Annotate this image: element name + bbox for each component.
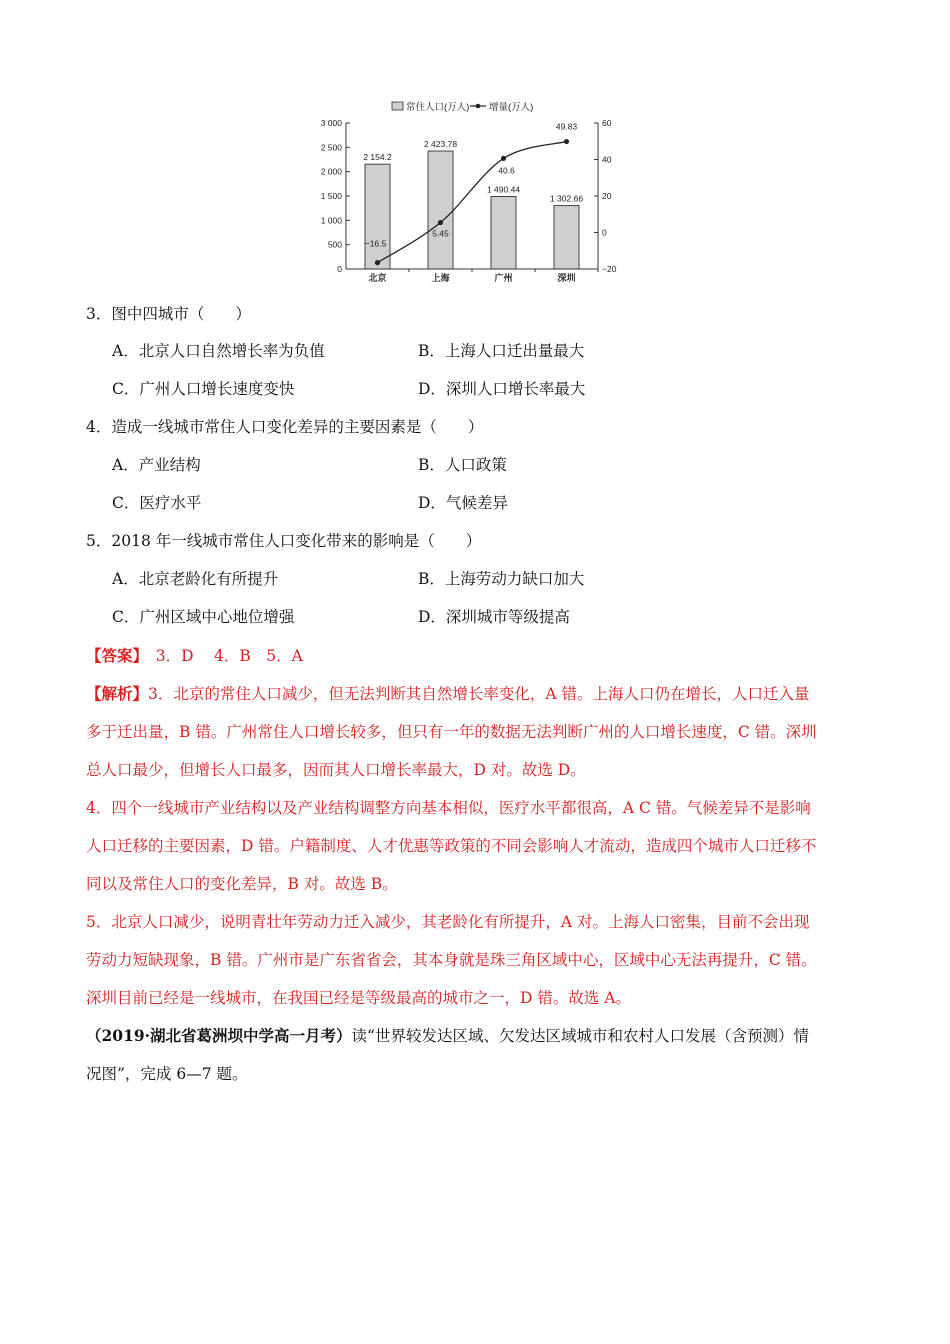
left-axis [321,118,350,274]
right-axis-tick-label: −20 [602,264,617,274]
x-axis-tick-label: 上海 [431,273,450,283]
answer-label: 【答案】 [86,646,141,665]
x-axis [346,269,598,283]
question-4-option-b: B．人口政策 [418,456,507,474]
bar-series [363,139,583,269]
legend-bar-swatch [392,102,403,110]
analysis-line-1 [86,684,810,704]
line-series [365,122,578,266]
analysis-line-6: 同以及常住人口的变化差异，B 对。故选 B。 [86,875,398,893]
right-axis-tick-label: 40 [602,154,612,165]
right-axis-tick-label: 0 [602,227,607,238]
x-axis-tick-label: 北京 [368,273,387,283]
analysis-line-8: 劳动力短缺现象，B 错。广州市是广东省省会，其本身就是珠三角区域中心，区域中心无法再提升，C 错。 [86,951,817,969]
increase-value-label: 5.45 [432,228,449,239]
analysis-line-3: 总人口最少，但增长人口最多，因而其人口增长率最大，D 对。故选 D。 [86,761,586,779]
left-axis-tick-label: 1 000 [320,215,342,226]
left-axis-tick-label: 3 000 [320,118,342,128]
question-3-option-d: D．深圳人口增长率最大 [418,380,586,398]
bar-value-label: 2 423.78 [423,139,458,150]
population-chart [300,96,630,290]
bar [428,151,453,269]
analysis-line-7: 5．北京人口减少，说明青壮年劳动力迁入减少，其老龄化有所提升，A 对。上海人口密集，目前不会出现 [86,913,810,931]
legend-line-marker [476,104,481,109]
question-4-option-a: A．产业结构 [112,456,201,474]
question-4-option-c: C．医疗水平 [112,494,202,512]
analysis-label: 【解析】 [86,684,149,703]
question-3-stem: 3．图中四城市（ ） [86,305,251,323]
left-axis-tick-label: 2 000 [320,166,342,177]
legend-bar-label: 常住人口(万人) [406,102,470,113]
question-5-option-c: C．广州区域中心地位增强 [112,608,295,626]
analysis-line-4: 4．四个一线城市产业结构以及产业结构调整方向基本相似，医疗水平都很高，A C 错。气候差异不是影响 [86,799,811,817]
analysis-line-9: 深圳目前已经是一线城市，在我国已经是等级最高的城市之一，D 错。故选 A。 [86,989,631,1007]
increase-value-label: −16.5 [364,238,387,249]
legend-line-label: 增量(万人) [489,102,534,113]
analysis-line-5: 人口迁移的主要因素，D 错。户籍制度、人才优惠等政策的不同会影响人才流动，造成四个城市人口迁移不 [86,837,817,855]
increase-value-label: 49.83 [555,121,578,132]
increase-point [564,139,569,144]
next-question-intro-2: 况图”，完成 6—7 题。 [86,1065,248,1083]
question-3-option-a: A．北京人口自然增长率为负值 [112,342,325,360]
left-axis-tick-label: 1 500 [320,191,342,201]
left-axis-tick-label: 500 [327,239,342,250]
increase-point [375,260,380,265]
question-5-option-a: A．北京老龄化有所提升 [112,570,279,588]
right-axis-tick-label: 20 [602,191,612,201]
question-3-option-c: C．广州人口增长速度变快 [112,380,295,398]
next-question-intro [86,1026,809,1046]
bar-value-label: 1 490.44 [486,184,521,195]
bar [554,206,579,269]
increase-line [378,142,567,263]
next-question-text: 读“世界较发达区域、欠发达区域城市和农村人口发展（含预测）情 [351,1027,809,1045]
increase-point [501,156,506,161]
question-3-option-b: B．上海人口迁出量最大 [418,342,585,360]
answer-text: 3．D 4．B 5．A [140,647,303,665]
bar-value-label: 1 302.66 [549,193,584,204]
analysis-text: 3．北京的常住人口减少，但无法判断其自然增长率变化，A 错。上海人口仍在增长，人口迁入量 [148,685,810,703]
bar-value-label: 2 154.2 [363,152,392,163]
right-axis-tick-label: 60 [602,118,612,128]
left-axis-tick-label: 0 [337,264,342,274]
bar [365,164,390,269]
analysis-line-2: 多于迁出量，B 错。广州常住人口增长较多，但只有一年的数据无法判断广州的人口增长速度，C 错。深圳 [86,723,817,741]
increase-value-label: 40.6 [498,165,515,176]
increase-point [438,220,443,225]
right-axis [594,118,617,274]
question-4-stem: 4．造成一线城市常住人口变化差异的主要因素是（ ） [86,418,484,436]
x-axis-tick-label: 深圳 [557,273,576,283]
chart-legend [392,101,533,113]
x-axis-tick-label: 广州 [494,273,513,283]
next-question-source: （2019·湖北省葛洲坝中学高一月考） [86,1026,352,1045]
question-5-stem: 5．2018 年一线城市常住人口变化带来的影响是（ ） [86,532,482,550]
bar [491,196,516,269]
answer-line [86,646,303,666]
left-axis-tick-label: 2 500 [320,142,342,153]
question-4-option-d: D．气候差异 [418,494,508,512]
question-5-option-d: D．深圳城市等级提高 [418,608,570,626]
question-5-option-b: B．上海劳动力缺口加大 [418,570,585,588]
